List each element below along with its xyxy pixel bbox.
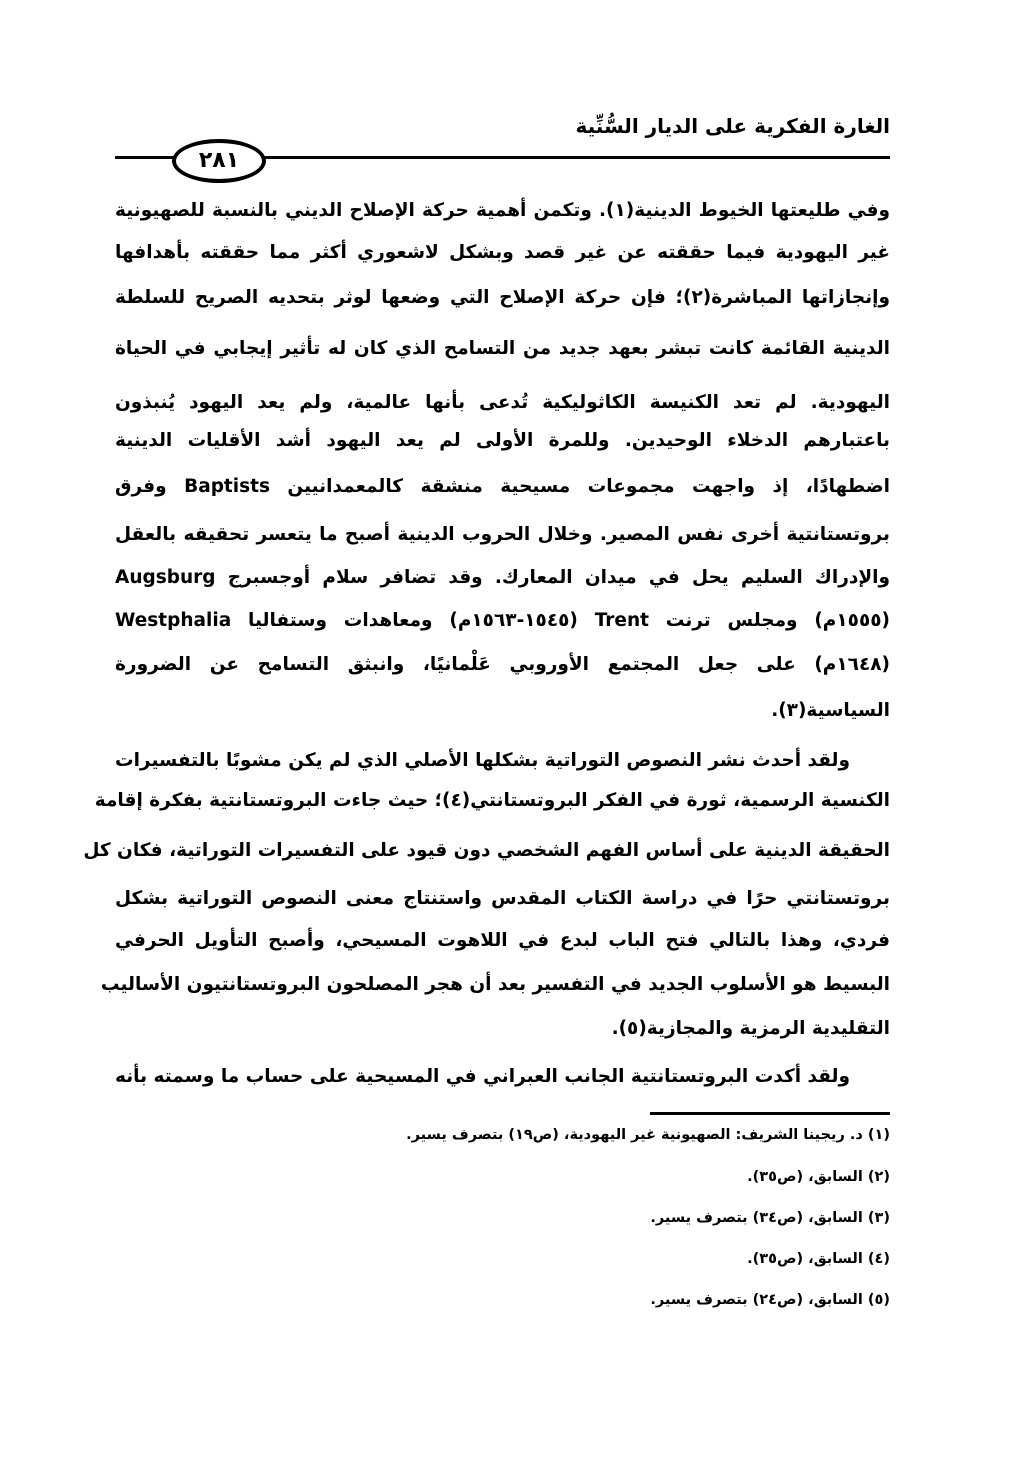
- footnote-separator: [650, 1112, 890, 1115]
- footnote: (٤) السابق، (ص٣٥).: [747, 1251, 890, 1267]
- body-line: (١٦٤٨م) على جعل المجتمع الأوروبي عَلْمانيًا، وانبثق التسامح عن الضرورة: [115, 654, 890, 675]
- body-line: وإنجازاتها المباشرة(٢)؛ فإن حركة الإصلاح التي وضعها لوثر بتحديه الصريح للسلطة: [115, 287, 891, 308]
- footnote: (٣) السابق، (ص٣٤) بتصرف يسير.: [650, 1210, 890, 1226]
- body-line: السياسية(٣).: [771, 700, 890, 721]
- body-line: بروتستانتية أخرى نفس المصير. وخلال الحروب الدينية أصبح ما يتعسر تحقيقه بالعقل: [115, 524, 890, 545]
- footnote: (١) د. ريجينا الشريف: الصهيونية غير اليهودية، (ص١٩) بتصرف يسير.: [406, 1127, 890, 1143]
- body-line: وفي طليعتها الخيوط الدينية(١). وتكمن أهمية حركة الإصلاح الديني بالنسبة للصهيونية: [115, 200, 890, 221]
- body-line: الكنسية الرسمية، ثورة في الفكر البروتستانتي(٤)؛ حيث جاءت البروتستانتية بفكرة إقامة: [94, 790, 890, 811]
- body-line: ولقد أكدت البروتستانتية الجانب العبراني في المسيحية على حساب ما وسمته بأنه: [115, 1066, 850, 1087]
- page-number: ٢٨١: [172, 139, 266, 183]
- body-line: (١٥٥٥م) ومجلس ترنت Trent (١٥٤٥-١٥٦٣م) ومعاهدات وستفاليا Westphalia: [115, 610, 891, 631]
- body-line: اليهودية. لم تعد الكنيسة الكاثوليكية تُدعى بأنها عالمية، ولم يعد اليهود يُنبذون: [115, 392, 890, 413]
- body-line: والإدراك السليم يحل في ميدان المعارك. وقد تضافر سلام أوجسبرج Augsburg: [115, 567, 890, 588]
- body-line: فردي، وهذا بالتالي فتح الباب لبدع في اللاهوت المسيحي، وأصبح التأويل الحرفي: [115, 930, 890, 951]
- running-header-title: الغارة الفكرية على الديار السُّنِّية: [575, 114, 890, 138]
- footnote: (٥) السابق، (ص٢٤) بتصرف يسير.: [650, 1292, 890, 1308]
- body-line: بروتستانتي حرًا في دراسة الكتاب المقدس واستنتاج معنى النصوص التوراتية بشكل: [115, 888, 890, 909]
- body-line: الدينية القائمة كانت تبشر بعهد جديد من التسامح الذي كان له تأثير إيجابي في الحياة: [115, 338, 890, 359]
- body-line: باعتبارهم الدخلاء الوحيدين. وللمرة الأولى لم يعد اليهود أشد الأقليات الدينية: [115, 430, 890, 451]
- body-line: الحقيقة الدينية على أساس الفهم الشخصي دون قيود على التفسيرات التوراتية، فكان كل: [83, 840, 890, 861]
- body-line: البسيط هو الأسلوب الجديد في التفسير بعد أن هجر المصلحون البروتستانتيون الأساليب: [100, 974, 890, 995]
- body-line: التقليدية الرمزية والمجازية(٥).: [611, 1018, 890, 1039]
- body-line: ولقد أحدث نشر النصوص التوراتية بشكلها الأصلي الذي لم يكن مشوبًا بالتفسيرات: [115, 750, 850, 771]
- body-line: اضطهادًا، إذ واجهت مجموعات مسيحية منشقة كالمعمدانيين Baptists وفرق: [115, 476, 890, 497]
- body-line: غير اليهودية فيما حققته عن غير قصد وبشكل لاشعوري أكثر مما حققته بأهدافها: [115, 242, 890, 263]
- footnote: (٢) السابق، (ص٣٥).: [747, 1169, 890, 1185]
